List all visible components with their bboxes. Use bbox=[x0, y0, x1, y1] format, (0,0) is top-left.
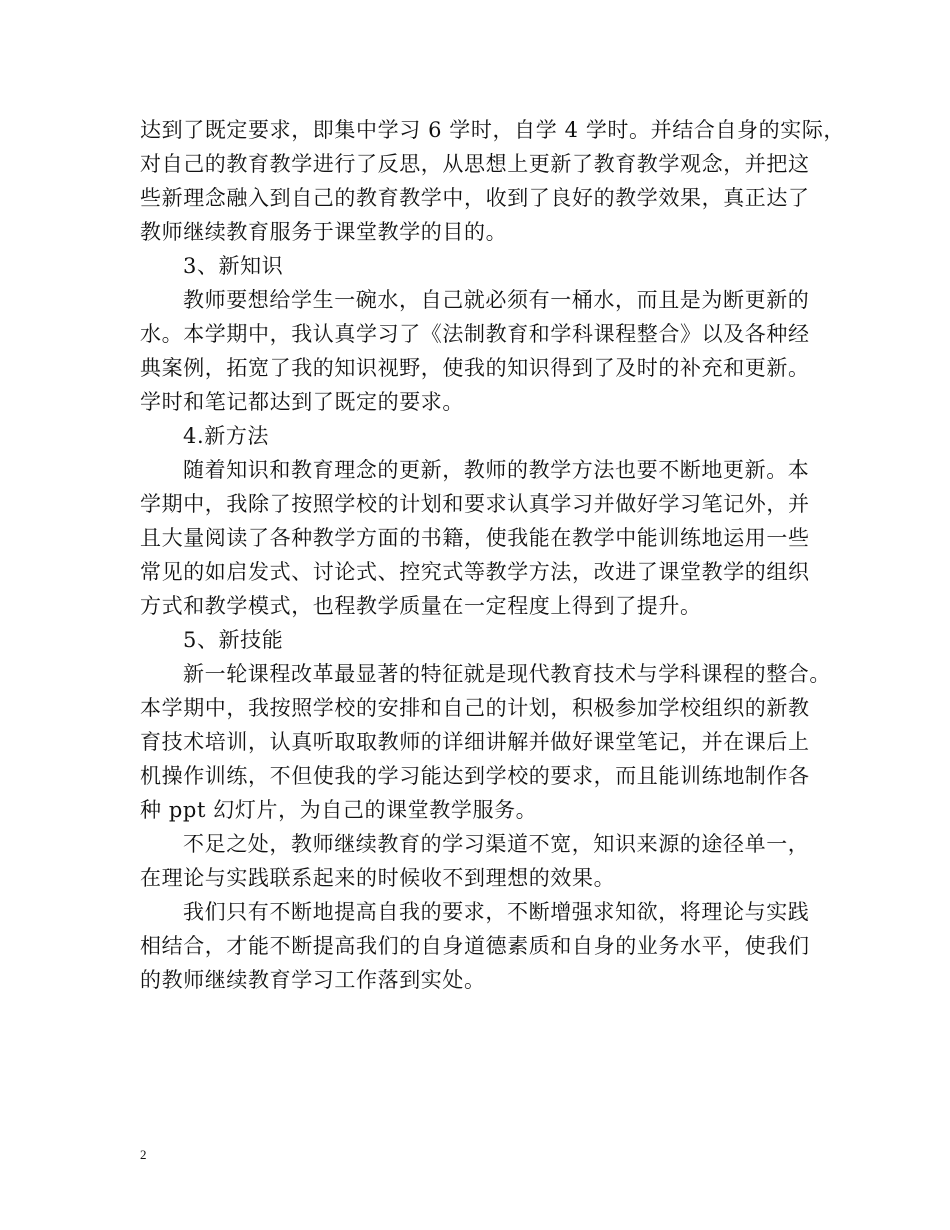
text-line: 随着知识和教育理念的更新，教师的教学方法也要不断地更新。本 bbox=[183, 458, 810, 482]
text-line: 教师要想给学生一碗水，自己就必须有一桶水，而且是为断更新的 bbox=[183, 288, 810, 312]
section-heading: 4.新方法 bbox=[183, 424, 270, 448]
text-line: 方式和教学模式，也程教学质量在一定程度上得到了提升。 bbox=[140, 594, 702, 618]
text-line: 种 ppt 幻灯片，为自己的课堂教学服务。 bbox=[140, 798, 538, 822]
text-line: 育技术培训，认真听取取教师的详细讲解并做好课堂笔记，并在课后上 bbox=[140, 730, 810, 754]
page-number: 2 bbox=[140, 1147, 147, 1162]
text-line: 在理论与实践联系起来的时候收不到理想的效果。 bbox=[140, 866, 616, 890]
text-line: 典案例，拓宽了我的知识视野，使我的知识得到了及时的补充和更新。 bbox=[140, 356, 810, 380]
text-line: 的教师继续教育学习工作落到实处。 bbox=[140, 968, 486, 992]
text-line: 学期中，我除了按照学校的计划和要求认真学习并做好学习笔记外，并 bbox=[140, 492, 810, 516]
text-line: 对自己的教育教学进行了反思，从思想上更新了教育教学观念，并把这 bbox=[140, 152, 810, 176]
text-line: 本学期中，我按照学校的安排和自己的计划，积极参加学校组织的新教 bbox=[140, 696, 810, 720]
text-line: 水。本学期中，我认真学习了《法制教育和学科课程整合》以及各种经 bbox=[140, 322, 810, 346]
text-line: 机操作训练，不但使我的学习能达到学校的要求，而且能训练地制作各 bbox=[140, 764, 810, 788]
text-line: 达到了既定要求，即集中学习 6 学时，自学 4 学时。并结合自身的实际， bbox=[140, 118, 846, 142]
text-line: 新一轮课程改革最显著的特征就是现代教育技术与学科课程的整合。 bbox=[183, 662, 831, 686]
text-line: 不足之处，教师继续教育的学习渠道不宽，知识来源的途径单一， bbox=[183, 832, 810, 856]
text-line: 相结合，才能不断提高我们的自身道德素质和自身的业务水平，使我们 bbox=[140, 934, 810, 958]
text-line: 我们只有不断地提高自我的要求，不断增强求知欲，将理论与实践 bbox=[183, 900, 810, 924]
text-line: 些新理念融入到自己的教育教学中，收到了良好的教学效果，真正达了 bbox=[140, 186, 810, 210]
section-heading: 5、新技能 bbox=[183, 628, 284, 652]
text-line: 教师继续教育服务于课堂教学的目的。 bbox=[140, 220, 508, 244]
section-heading: 3、新知识 bbox=[183, 254, 284, 278]
text-line: 常见的如启发式、讨论式、控究式等教学方法，改进了课堂教学的组织 bbox=[140, 560, 810, 584]
text-line: 且大量阅读了各种教学方面的书籍，使我能在教学中能训练地运用一些 bbox=[140, 526, 810, 550]
text-line: 学时和笔记都达到了既定的要求。 bbox=[140, 390, 464, 414]
